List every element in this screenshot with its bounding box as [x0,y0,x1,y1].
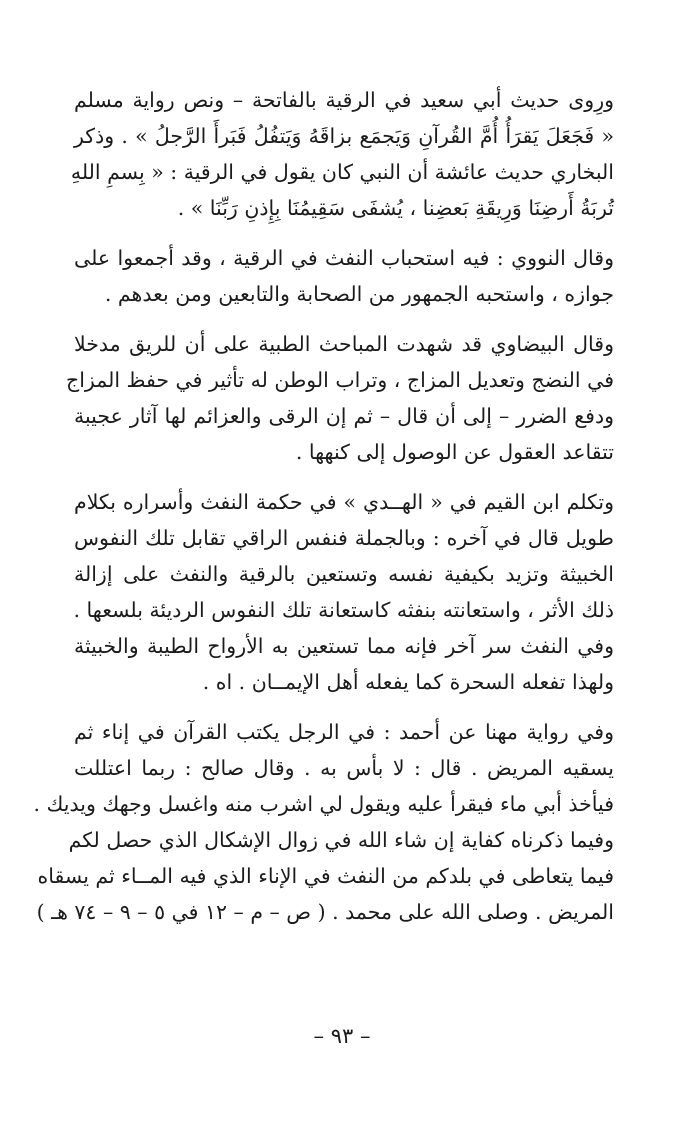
text-line: وقال البيضاوي قد شهدت المباحث الطبية على أن للريق مدخلا [74,332,614,356]
text-line: تتقاعد العقول عن الوصول إلى كنهها . [295,440,614,464]
paragraph-nawawi [74,240,614,312]
text-line: وفي رواية مهنا عن أحمد : في الرجل يكتب القرآن في إناء ثم [74,720,614,744]
text-line: « فَجَعَلَ يَقرَأُ أُمَّ القُرآنِ وَيَجمَع بزاقَهُ وَيَتفُلُ فَبَرأَ الرَّجلُ » . وذكر [74,124,614,148]
text-line: ذلك الأثر ، واستعانته بنفثه كاستعانة تلك النفوس الرديئة بلسعها . [73,598,614,622]
text-line: وتكلم ابن القيم في « الهــدي » في حكمة النفث وأسراره بكلام [74,490,614,514]
text-line: يسقيه المريض . قال : لا بأس به . وقال صالح : ربما اعتللت [74,756,614,780]
text-line: وقال النووي : فيه استحباب النفث في الرقية ، وقد أجمعوا على [74,246,614,270]
text-line: الخبيثة وتزيد بكيفية نفسه وتستعين بالرقية والنفث على إزالة [74,562,614,586]
text-line: ودفع الضرر – إلى أن قال – ثم إن الرقى والعزائم لها آثار عجيبة [74,404,614,428]
text-line: فيأخذ أبي ماء فيقرأ عليه ويقول لي اشرب منه واغسل وجهك ويديك . [33,792,614,816]
paragraph-ahmad [33,714,614,930]
text-line: طويل قال في آخره : وبالجملة فنفس الراقي تقابل تلك النفوس [74,526,614,550]
paragraph-ibn-qayyim [74,484,614,700]
text-line: في النضج وتعديل المزاج ، وتراب الوطن له تأثير في حفظ المزاج [65,368,614,392]
page-number: – ٩٣ – [313,1024,371,1048]
text-line: وفيما ذكرناه كفاية إن شاء الله في زوال الإشكال الذي حصل لكم [68,828,614,852]
text-line: ورِوى حديث أبي سعيد في الرقية بالفاتحة – ونص رواية مسلم [74,88,614,112]
text-line: تُربَةُ أَرضِنَا وَرِيقَةِ بَعضِنا ، يُشفَى سَقِيمُنَا بِإِذنِ رَبِّنَا » . [177,196,614,220]
text-line: المريض . وصلى الله على محمد . ( ص – م – ١٢ في ٥ – ٩ – ٧٤ هـ ) [36,900,614,924]
text-line: البخاري حديث عائشة أن النبي كان يقول في الرقية : « بِسمِ اللهِ [70,160,614,184]
text-line: ولهذا تفعله السحرة كما يفعله أهل الإيمــان . اه . [202,670,614,694]
paragraph-hadith-ruqya [70,82,614,226]
page-body [33,82,614,944]
text-line: جوازه ، واستحبه الجمهور من الصحابة والتابعين ومن بعدهم . [104,282,614,306]
text-line: وفي النفث سر آخر فإنه مما تستعين به الأرواح الطيبة والخبيثة [74,634,614,658]
paragraph-baydawi [65,326,614,470]
text-line: فيما يتعاطى في بلدكم من النفث في الإناء الذي فيه المــاء ثم يسقاه [37,864,614,888]
